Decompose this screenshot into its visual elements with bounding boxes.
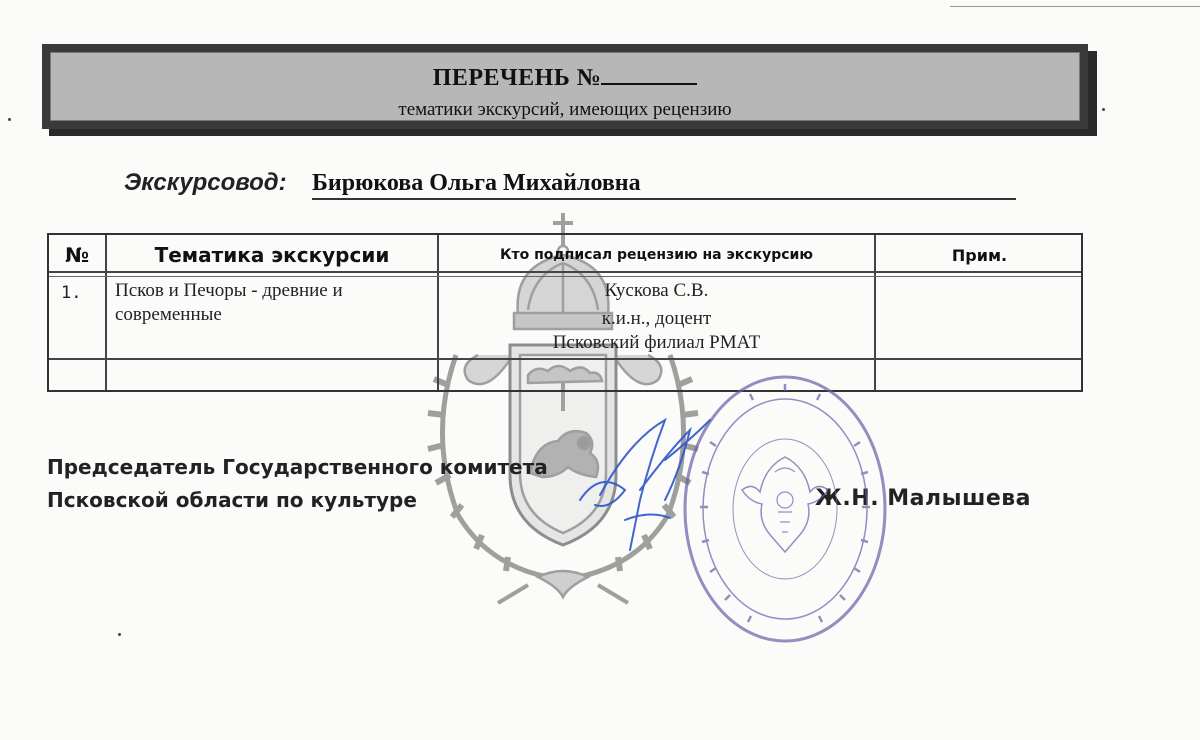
scan-speck <box>1102 108 1105 111</box>
guide-label: Экскурсовод: <box>124 169 287 196</box>
document-title: ПЕРЕЧЕНЬ № <box>51 63 1079 92</box>
scan-speck <box>8 118 11 121</box>
header-banner <box>42 44 1088 129</box>
row-reviewer-line1: Кускова С.В. <box>604 280 709 301</box>
row-topic-line2: современные <box>115 304 222 325</box>
row-reviewer-line3: Псковский филиал РМАТ <box>552 332 761 353</box>
header-topic: Тематика экскурсии <box>154 243 390 267</box>
number-blank <box>601 63 697 85</box>
signatory-title-line1: Председатель Государственного комитета <box>47 455 548 479</box>
table-row-divider <box>49 358 1081 360</box>
signatory-title-line2: Псковской области по культуре <box>47 488 417 512</box>
row-number: 1. <box>61 283 82 303</box>
scan-edge-line <box>950 6 1200 7</box>
guide-name: Бирюкова Ольга Михайловна <box>312 170 641 196</box>
header-number: № <box>64 243 90 267</box>
document-subtitle: тематики экскурсий, имеющих рецензию <box>398 99 732 120</box>
handwritten-signature <box>570 400 730 560</box>
signatory-name: Ж.Н. Малышева <box>815 486 1032 511</box>
scan-speck <box>118 633 121 636</box>
row-topic-line1: Псков и Печоры - древние и <box>115 280 343 301</box>
row-reviewer-line2: к.и.н., доцент <box>601 308 712 329</box>
header-note: Прим. <box>951 245 1008 265</box>
header-reviewer: Кто подписал рецензию на экскурсию <box>500 247 813 263</box>
excursions-table <box>47 233 1083 392</box>
header-banner-panel <box>50 52 1080 121</box>
guide-underline <box>312 198 1016 200</box>
